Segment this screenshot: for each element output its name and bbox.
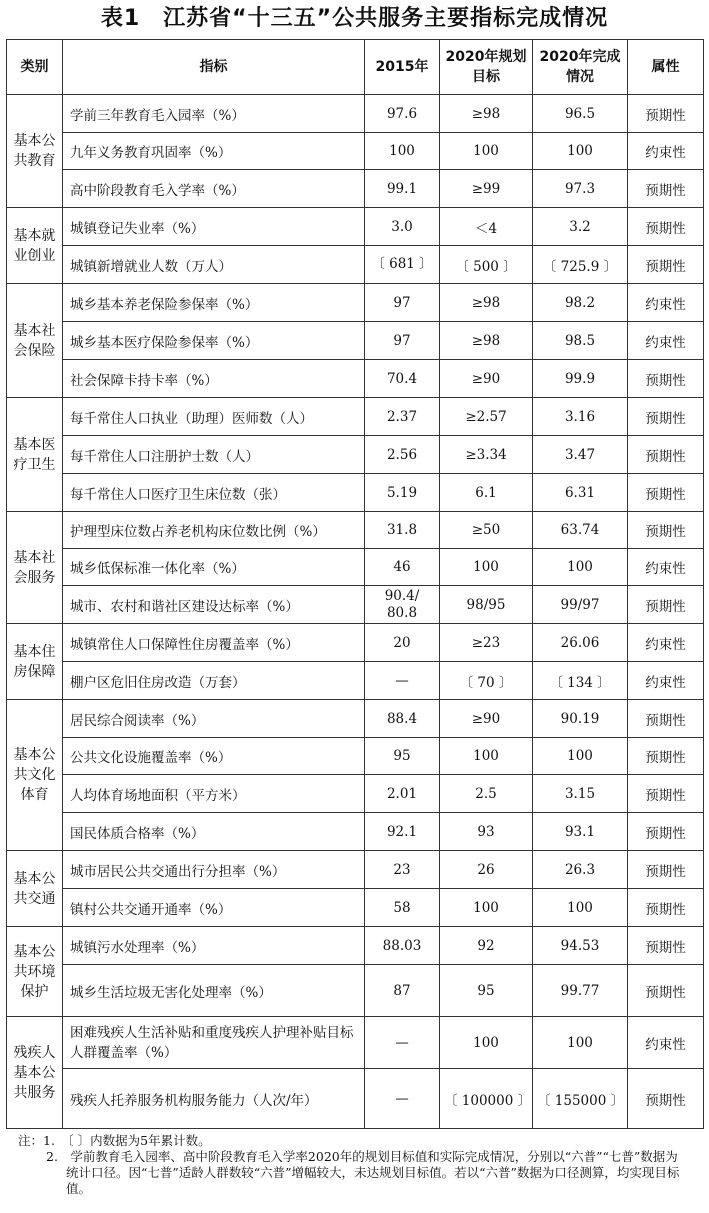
value-2015-cell: 58: [365, 889, 440, 927]
target-2020-cell: ≥98: [440, 284, 533, 322]
target-2020-cell: ≥3.34: [440, 436, 533, 474]
target-2020-cell: 6.1: [440, 474, 533, 512]
indicator-cell: 每千常住人口注册护士数（人）: [63, 436, 365, 474]
table-row: [7, 889, 704, 927]
actual-2020-cell: 〔 134 〕: [533, 662, 628, 700]
category-cell: 残疾人基本公共服务: [7, 1017, 63, 1129]
header-category: 类别: [7, 40, 63, 95]
table-row: [7, 775, 704, 813]
value-2015-cell: 70.4: [365, 360, 440, 398]
attribute-cell: 约束性: [628, 624, 704, 662]
target-2020-cell: ≥98: [440, 95, 533, 133]
target-2020-cell: 26: [440, 851, 533, 889]
attribute-cell: 预期性: [628, 738, 704, 775]
value-2015-cell: 97: [365, 322, 440, 360]
indicator-cell: 棚户区危旧住房改造（万套）: [63, 662, 365, 700]
value-2015-cell: 23: [365, 851, 440, 889]
indicator-cell: 镇村公共交通开通率（%）: [63, 889, 365, 927]
target-2020-cell: 100: [440, 1017, 533, 1069]
indicator-cell: 城市居民公共交通出行分担率（%）: [63, 851, 365, 889]
attribute-cell: 预期性: [628, 851, 704, 889]
table-title: 表1 江苏省“十三五”公共服务主要指标完成情况: [100, 6, 609, 31]
target-2020-cell: 92: [440, 927, 533, 965]
value-2015-cell: —: [365, 1069, 440, 1129]
attribute-cell: 预期性: [628, 398, 704, 436]
attribute-cell: 约束性: [628, 549, 704, 586]
target-2020-cell: 2.5: [440, 775, 533, 813]
attribute-cell: 约束性: [628, 322, 704, 360]
actual-2020-cell: 〔 725.9 〕: [533, 246, 628, 284]
target-2020-cell: ≥50: [440, 512, 533, 549]
value-2015-cell: 2.01: [365, 775, 440, 813]
attribute-cell: 约束性: [628, 133, 704, 170]
target-2020-cell: 100: [440, 133, 533, 170]
header-indicator: 指标: [63, 40, 365, 95]
attribute-cell: 预期性: [628, 208, 704, 246]
value-2015-cell: 31.8: [365, 512, 440, 549]
attribute-cell: 约束性: [628, 1017, 704, 1069]
table-row: [7, 927, 704, 965]
category-cell: 基本医疗卫生: [7, 398, 63, 512]
table-row: [7, 662, 704, 700]
target-2020-cell: 〔 100000 〕: [440, 1069, 533, 1129]
actual-2020-cell: 98.2: [533, 284, 628, 322]
actual-2020-cell: 90.19: [533, 700, 628, 738]
category-cell: 基本公共教育: [7, 95, 63, 208]
target-2020-cell: ＜4: [440, 208, 533, 246]
indicator-cell: 护理型床位数占养老机构床位数比例（%）: [63, 512, 365, 549]
actual-2020-cell: 98.5: [533, 322, 628, 360]
table-row: [7, 284, 704, 322]
indicator-cell: 九年义务教育巩固率（%）: [63, 133, 365, 170]
actual-2020-cell: 99/97: [533, 586, 628, 624]
category-cell: 基本社会服务: [7, 512, 63, 624]
table-row: [7, 586, 704, 624]
actual-2020-cell: 26.3: [533, 851, 628, 889]
indicator-cell: 城镇常住人口保障性住房覆盖率（%）: [63, 624, 365, 662]
value-2015-cell: 5.19: [365, 474, 440, 512]
category-cell: 基本公共交通: [7, 851, 63, 927]
value-2015-cell: 87: [365, 965, 440, 1017]
actual-2020-cell: 3.2: [533, 208, 628, 246]
table-row: [7, 170, 704, 208]
indicator-cell: 城乡基本养老保险参保率（%）: [63, 284, 365, 322]
note-2: [46, 1149, 690, 1197]
value-2015-cell: 95: [365, 738, 440, 775]
value-2015-cell: 99.1: [365, 170, 440, 208]
target-2020-cell: ≥2.57: [440, 398, 533, 436]
attribute-cell: 预期性: [628, 95, 704, 133]
actual-2020-cell: 〔 155000 〕: [533, 1069, 628, 1129]
indicator-cell: 城乡生活垃圾无害化处理率（%）: [63, 965, 365, 1017]
value-2015-cell: —: [365, 1017, 440, 1069]
value-2015-cell: 20: [365, 624, 440, 662]
indicator-cell: 公共文化设施覆盖率（%）: [63, 738, 365, 775]
indicators-table: [6, 39, 704, 1129]
indicator-cell: 高中阶段教育毛入学率（%）: [63, 170, 365, 208]
attribute-cell: 预期性: [628, 586, 704, 624]
value-2015-cell: 100: [365, 133, 440, 170]
value-2015-cell: 〔 681 〕: [365, 246, 440, 284]
actual-2020-cell: 99.77: [533, 965, 628, 1017]
target-2020-cell: ≥23: [440, 624, 533, 662]
table-row: [7, 549, 704, 586]
indicator-cell: 人均体育场地面积（平方米）: [63, 775, 365, 813]
table-row: [7, 965, 704, 1017]
target-2020-cell: ≥90: [440, 700, 533, 738]
value-2015-cell: 90.4/ 80.8: [365, 586, 440, 624]
indicator-cell: 残疾人托养服务机构服务能力（人次/年）: [63, 1069, 365, 1129]
actual-2020-cell: 3.15: [533, 775, 628, 813]
attribute-cell: 预期性: [628, 436, 704, 474]
target-2020-cell: 100: [440, 889, 533, 927]
attribute-cell: 约束性: [628, 284, 704, 322]
target-2020-cell: 98/95: [440, 586, 533, 624]
actual-2020-cell: 94.53: [533, 927, 628, 965]
actual-2020-cell: 100: [533, 738, 628, 775]
value-2015-cell: 92.1: [365, 813, 440, 851]
table-row: [7, 474, 704, 512]
table-row: [7, 398, 704, 436]
table-row: [7, 95, 704, 133]
actual-2020-cell: 26.06: [533, 624, 628, 662]
indicator-cell: 城乡低保标准一体化率（%）: [63, 549, 365, 586]
attribute-cell: 预期性: [628, 700, 704, 738]
table-body: [7, 95, 704, 1129]
category-cell: 基本就业创业: [7, 208, 63, 284]
table-row: [7, 738, 704, 775]
attribute-cell: 预期性: [628, 1069, 704, 1129]
indicator-cell: 社会保障卡持卡率（%）: [63, 360, 365, 398]
indicator-cell: 居民综合阅读率（%）: [63, 700, 365, 738]
actual-2020-cell: 6.31: [533, 474, 628, 512]
table-row: [7, 436, 704, 474]
table-row: [7, 208, 704, 246]
actual-2020-cell: 93.1: [533, 813, 628, 851]
category-cell: 基本社会保险: [7, 284, 63, 398]
table-row: [7, 360, 704, 398]
actual-2020-cell: 100: [533, 889, 628, 927]
target-2020-cell: 95: [440, 965, 533, 1017]
actual-2020-cell: 100: [533, 133, 628, 170]
value-2015-cell: —: [365, 662, 440, 700]
note-1: [18, 1133, 690, 1149]
attribute-cell: 约束性: [628, 662, 704, 700]
actual-2020-cell: 99.9: [533, 360, 628, 398]
note-1-text: 1. 〔 〕内数据为5年累计数。: [43, 1133, 211, 1148]
target-2020-cell: ≥90: [440, 360, 533, 398]
header-2020-actual: 2020年完成情况: [533, 40, 628, 95]
table-row: [7, 512, 704, 549]
table-row: [7, 1017, 704, 1069]
target-2020-cell: 100: [440, 738, 533, 775]
value-2015-cell: 88.4: [365, 700, 440, 738]
attribute-cell: 预期性: [628, 512, 704, 549]
actual-2020-cell: 100: [533, 549, 628, 586]
value-2015-cell: 3.0: [365, 208, 440, 246]
attribute-cell: 预期性: [628, 246, 704, 284]
indicator-cell: 城市、农村和谐社区建设达标率（%）: [63, 586, 365, 624]
value-2015-cell: 97: [365, 284, 440, 322]
target-2020-cell: 〔 70 〕: [440, 662, 533, 700]
note-2-text: 2. 学前教育毛入园率、高中阶段教育毛入学率2020年的规划目标值和实际完成情况，分别以“六普”“七普”数据为统计口径。因“七普”适龄人群数较“六普”增幅较大，未达规划目标值。若以“六普”数据为口径测算，均实现目标值。: [46, 1149, 680, 1196]
header-attribute: 属性: [628, 40, 704, 95]
actual-2020-cell: 96.5: [533, 95, 628, 133]
target-2020-cell: 93: [440, 813, 533, 851]
attribute-cell: 预期性: [628, 889, 704, 927]
indicator-cell: 城镇污水处理率（%）: [63, 927, 365, 965]
value-2015-cell: 97.6: [365, 95, 440, 133]
value-2015-cell: 46: [365, 549, 440, 586]
indicator-cell: 城镇登记失业率（%）: [63, 208, 365, 246]
indicator-cell: 学前三年教育毛入园率（%）: [63, 95, 365, 133]
actual-2020-cell: 100: [533, 1017, 628, 1069]
attribute-cell: 预期性: [628, 965, 704, 1017]
table-row: [7, 851, 704, 889]
attribute-cell: 预期性: [628, 474, 704, 512]
actual-2020-cell: 63.74: [533, 512, 628, 549]
table-row: [7, 813, 704, 851]
category-cell: 基本公共文化体育: [7, 700, 63, 851]
category-cell: 基本住房保障: [7, 624, 63, 700]
indicator-cell: 困难残疾人生活补贴和重度残疾人护理补贴目标人群覆盖率（%）: [63, 1017, 365, 1069]
target-2020-cell: ≥98: [440, 322, 533, 360]
indicator-cell: 每千常住人口医疗卫生床位数（张）: [63, 474, 365, 512]
actual-2020-cell: 97.3: [533, 170, 628, 208]
table-row: [7, 700, 704, 738]
table-notes: [18, 1133, 690, 1197]
attribute-cell: 预期性: [628, 775, 704, 813]
value-2015-cell: 88.03: [365, 927, 440, 965]
value-2015-cell: 2.56: [365, 436, 440, 474]
indicator-cell: 每千常住人口执业（助理）医师数（人）: [63, 398, 365, 436]
attribute-cell: 预期性: [628, 170, 704, 208]
indicator-cell: 国民体质合格率（%）: [63, 813, 365, 851]
table-row: [7, 624, 704, 662]
note-label: 注：: [18, 1133, 44, 1148]
actual-2020-cell: 3.47: [533, 436, 628, 474]
table-row: [7, 133, 704, 170]
attribute-cell: 预期性: [628, 813, 704, 851]
target-2020-cell: 100: [440, 549, 533, 586]
table-row: [7, 1069, 704, 1129]
indicator-cell: 城镇新增就业人数（万人）: [63, 246, 365, 284]
header-row: [7, 40, 704, 95]
category-cell: 基本公共环境保护: [7, 927, 63, 1017]
target-2020-cell: 〔 500 〕: [440, 246, 533, 284]
table-row: [7, 246, 704, 284]
target-2020-cell: ≥99: [440, 170, 533, 208]
table-row: [7, 322, 704, 360]
attribute-cell: 预期性: [628, 927, 704, 965]
indicator-cell: 城乡基本医疗保险参保率（%）: [63, 322, 365, 360]
header-2020-target: 2020年规划目标: [440, 40, 533, 95]
actual-2020-cell: 3.16: [533, 398, 628, 436]
attribute-cell: 预期性: [628, 360, 704, 398]
header-2015: 2015年: [365, 40, 440, 95]
value-2015-cell: 2.37: [365, 398, 440, 436]
